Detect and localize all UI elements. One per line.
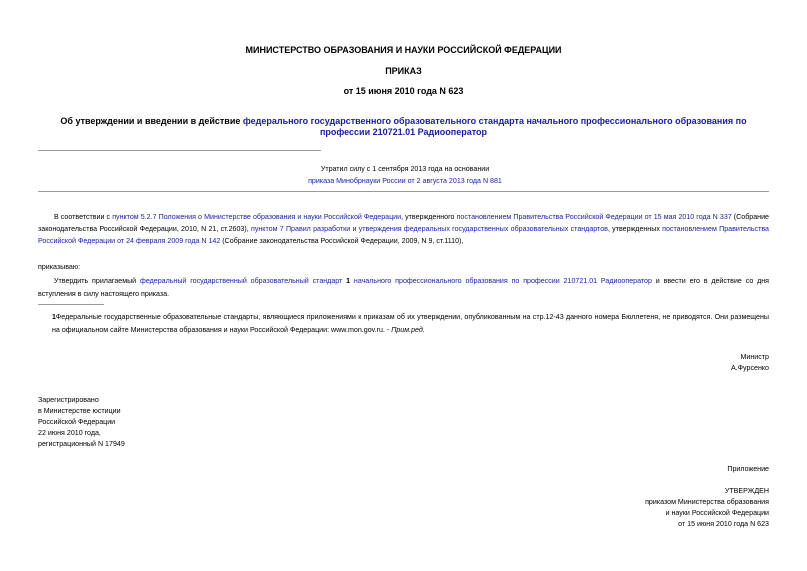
ministry-heading: МИНИСТЕРСТВО ОБРАЗОВАНИЯ И НАУКИ РОССИЙСКОЙ ФЕДЕРАЦИИ bbox=[245, 45, 562, 55]
preamble-text-2: , утвержденного bbox=[401, 213, 457, 221]
approval-line-2: и науки Российской Федерации bbox=[665, 509, 769, 517]
footnote-separator bbox=[38, 304, 104, 305]
title-standard-link[interactable]: федерального государственного образовательного стандарта начального профессионального образования по профессии 210721.01 Радиооператор bbox=[242, 116, 747, 138]
registration-line-5: регистрационный N 17949 bbox=[38, 440, 125, 448]
title-prefix: Об утверждении и введении в действие bbox=[60, 116, 243, 126]
preamble-text-3: (Собрание законодательства Российской Федерации, 2010, N 21, ст.2603), bbox=[38, 213, 770, 233]
preamble-text-5: (Собрание законодательства Российской Федерации, 2009, N 9, ст.1110), bbox=[220, 237, 464, 245]
standard-link[interactable]: федеральный государственный образовательный стандарт bbox=[139, 277, 343, 285]
preamble-text-1: В соответствии с bbox=[54, 213, 113, 221]
signature-name: А.Фурсенко bbox=[730, 364, 769, 372]
status-link-wrap bbox=[215, 177, 595, 186]
repeal-order-link[interactable]: приказа Минобрнауки России от 2 августа 2013 года N 881 bbox=[308, 177, 502, 185]
order-text-2: и ввести его в действие со дня вступления в силу настоящего приказа. bbox=[38, 277, 769, 298]
registration-line-4: 22 июня 2010 года, bbox=[38, 429, 101, 437]
approval-block bbox=[519, 486, 769, 530]
doc-date: от 15 июня 2010 года N 623 bbox=[343, 86, 464, 96]
registration-line-2: в Министерстве юстиции bbox=[38, 407, 121, 415]
separator-short bbox=[38, 150, 321, 151]
order-paragraph bbox=[38, 275, 769, 300]
approved-label: УТВЕРЖДЕН bbox=[724, 487, 769, 495]
appendix-label: Приложение bbox=[727, 465, 769, 473]
order-label: приказываю: bbox=[38, 263, 81, 271]
registration-block bbox=[38, 395, 125, 450]
approval-line-1: приказом Министерства образования bbox=[645, 498, 769, 506]
registration-line-1: Зарегистрировано bbox=[38, 396, 99, 404]
footnote-editor-note: Прим.ред. bbox=[391, 326, 425, 334]
status-line: Утратил силу с 1 сентября 2013 года на основании bbox=[320, 165, 490, 173]
separator-long bbox=[38, 191, 769, 192]
regulation-link[interactable]: пунктом 5.2.7 Положения о Министерстве образования и науки Российской Федерации bbox=[112, 213, 402, 221]
doc-type: ПРИКАЗ bbox=[385, 66, 422, 76]
footnote-mark: 1 bbox=[52, 314, 56, 321]
government-decree-337-link[interactable]: постановлением Правительства Российской Федерации от 15 мая 2010 года N 337 bbox=[456, 213, 732, 221]
preamble-text-4: , утвержденных bbox=[607, 225, 663, 233]
profession-link[interactable]: начального профессионального образования по профессии 210721.01 Радиооператор bbox=[353, 277, 652, 285]
rules-clause-7-link[interactable]: пунктом 7 Правил разработки и утверждения федеральных государственных образовательных стандартов bbox=[250, 225, 608, 233]
order-text-1: Утвердить прилагаемый bbox=[54, 277, 140, 285]
document-title bbox=[50, 116, 757, 139]
registration-line-3: Российской Федерации bbox=[38, 418, 116, 426]
footnote-ref[interactable]: 1 bbox=[346, 278, 351, 285]
approval-line-3: от 15 июня 2010 года N 623 bbox=[678, 520, 769, 528]
preamble-paragraph bbox=[38, 211, 769, 247]
footnote-paragraph bbox=[52, 311, 769, 336]
government-decree-142-link[interactable]: постановлением Правительства Российской Федерации от 24 февраля 2009 года N 142 bbox=[38, 225, 769, 245]
footnote-text: Федеральные государственные образовательные стандарты, являющиеся приложениями к приказам об их утверждении, опубликованным на стр.12-43 данного номера Бюллетеня, не приводятся. Они размещены на официальном сайте Министерства образования и науки Российской Федерации: www.mon.gov.ru. - bbox=[52, 313, 769, 334]
signature-position: Министр bbox=[740, 353, 769, 361]
